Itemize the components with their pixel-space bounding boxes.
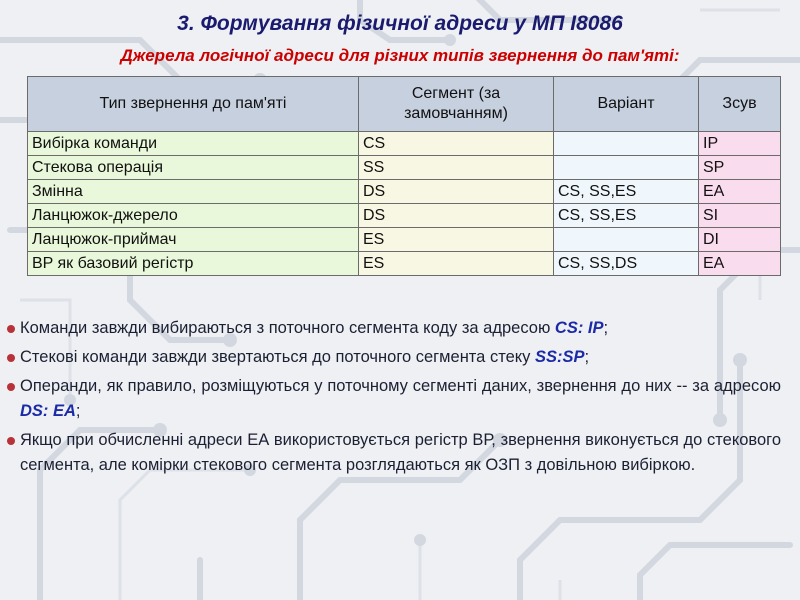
header-access-type: Тип звернення до пам'яті bbox=[28, 77, 359, 132]
cell-offset: SI bbox=[699, 204, 781, 228]
table-row bbox=[28, 204, 781, 228]
cell-access-type: Змінна bbox=[28, 180, 359, 204]
note-address: SS:SP bbox=[534, 348, 585, 366]
table-row bbox=[28, 180, 781, 204]
table-row bbox=[28, 252, 781, 276]
table-row bbox=[28, 228, 781, 252]
note-text: Команди завжди вибираються з поточного сегмента коду за адресою bbox=[20, 319, 555, 337]
cell-offset: DI bbox=[699, 228, 781, 252]
cell-variant bbox=[554, 228, 699, 252]
note-address: DS: EA bbox=[20, 402, 76, 420]
cell-access-type: Стекова операція bbox=[28, 156, 359, 180]
table-row bbox=[28, 156, 781, 180]
slide-subtitle: Джерела логічної адреси для різних типів звернення до пам'яті: bbox=[120, 46, 680, 65]
note-suffix: ; bbox=[584, 348, 590, 366]
cell-access-type: Ланцюжок-джерело bbox=[28, 204, 359, 228]
cell-variant: CS, SS,DS bbox=[554, 252, 699, 276]
cell-access-type: Вибірка команди bbox=[28, 132, 359, 156]
note-text: Стекові команди завжди звертаються до поточного сегмента стеку bbox=[20, 348, 535, 366]
cell-offset: EA bbox=[699, 252, 781, 276]
cell-variant bbox=[554, 132, 699, 156]
note-address: CS: IP bbox=[554, 319, 604, 337]
bullet-dot-icon bbox=[7, 383, 15, 391]
bullet-dot-icon bbox=[7, 325, 15, 333]
header-offset: Зсув bbox=[699, 77, 781, 132]
bullet-dot-icon bbox=[7, 437, 15, 445]
cell-segment: SS bbox=[359, 156, 554, 180]
slide-title: 3. Формування фізичної адреси у МП I8086 bbox=[177, 12, 623, 35]
cell-offset: IP bbox=[699, 132, 781, 156]
table-header-row bbox=[28, 77, 781, 132]
list-item bbox=[7, 316, 781, 341]
list-item bbox=[7, 345, 781, 370]
cell-segment: ES bbox=[359, 252, 554, 276]
table-row bbox=[28, 132, 781, 156]
note-text: Операнди, як правило, розміщуються у поточному сегменті даних, звернення до них -- за адресою bbox=[20, 377, 781, 395]
cell-segment: DS bbox=[359, 204, 554, 228]
cell-access-type: BP як базовий регістр bbox=[28, 252, 359, 276]
cell-offset: EA bbox=[699, 180, 781, 204]
list-item bbox=[7, 428, 781, 478]
header-variant: Варіант bbox=[554, 77, 699, 132]
address-sources-table bbox=[27, 76, 781, 276]
note-suffix: ; bbox=[603, 319, 609, 337]
notes-list bbox=[7, 316, 781, 482]
header-default-segment: Сегмент (за замовчанням) bbox=[359, 77, 554, 132]
cell-segment: ES bbox=[359, 228, 554, 252]
cell-access-type: Ланцюжок-приймач bbox=[28, 228, 359, 252]
cell-variant: CS, SS,ES bbox=[554, 204, 699, 228]
cell-variant bbox=[554, 156, 699, 180]
list-item bbox=[7, 374, 781, 424]
cell-segment: DS bbox=[359, 180, 554, 204]
cell-offset: SP bbox=[699, 156, 781, 180]
note-suffix: ; bbox=[75, 402, 81, 420]
bullet-dot-icon bbox=[7, 354, 15, 362]
cell-variant: CS, SS,ES bbox=[554, 180, 699, 204]
cell-segment: CS bbox=[359, 132, 554, 156]
note-text: Якщо при обчисленні адреси ЕА використовується регістр ВР, звернення виконується до стекового сегмента, але комірки стекового сегмента розглядаються як ОЗП з довільною вибіркою. bbox=[20, 431, 781, 474]
